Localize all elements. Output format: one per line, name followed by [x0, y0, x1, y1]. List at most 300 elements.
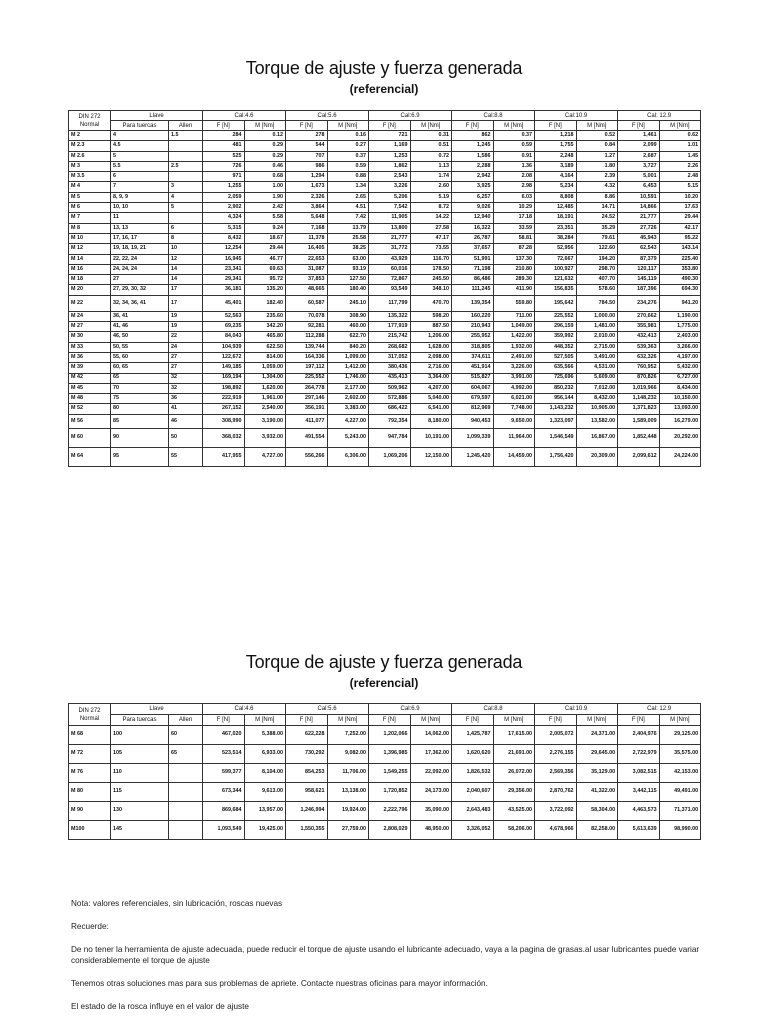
- torque-value: 3,932.00: [244, 428, 286, 447]
- torque-value: 135.20: [244, 285, 286, 295]
- torque-value: 3,266.00: [659, 342, 701, 352]
- force-value: 380,436: [369, 363, 411, 373]
- force-value: 862: [452, 131, 494, 141]
- force-value: 956,144: [535, 394, 577, 404]
- torque-header: M [Nm]: [244, 715, 286, 726]
- force-value: 120,117: [618, 264, 660, 274]
- wrench-size: 5: [111, 151, 169, 161]
- allen-size: 2.5: [169, 161, 203, 171]
- force-value: 481: [203, 141, 245, 151]
- torque-value: 8,104.00: [244, 764, 286, 783]
- wrench-size: 55, 60: [111, 352, 169, 362]
- table-row: [69, 203, 701, 213]
- thread-size: M 4: [69, 182, 111, 192]
- force-value: 1,148,232: [618, 394, 660, 404]
- force-value: 52,956: [535, 244, 577, 254]
- torque-value: 245.50: [410, 275, 452, 285]
- torque-value: 182.40: [244, 295, 286, 311]
- torque-value: 1.80: [576, 161, 618, 171]
- torque-value: 35,575.00: [659, 745, 701, 764]
- thread-size: M 18: [69, 275, 111, 285]
- allen-size: 1.5: [169, 131, 203, 141]
- class-header: Cal: 12.9: [618, 111, 701, 121]
- table-row: [69, 726, 701, 745]
- force-value: 139,744: [286, 342, 328, 352]
- torque-value: 1,099.00: [327, 352, 369, 362]
- force-header: F [N]: [203, 715, 245, 726]
- torque-header: M [Nm]: [576, 121, 618, 131]
- torque-value: 1,620.00: [244, 383, 286, 393]
- force-value: 284: [203, 131, 245, 141]
- force-value: 2,643,483: [452, 802, 494, 821]
- thread-size: M 2: [69, 131, 111, 141]
- force-value: 1,255: [203, 182, 245, 192]
- torque-value: 11,964.00: [493, 428, 535, 447]
- remember-label: Recuerde:: [71, 922, 109, 931]
- force-value: 515,827: [452, 373, 494, 383]
- force-value: 12,485: [535, 203, 577, 213]
- force-value: 45,943: [618, 233, 660, 243]
- force-value: 525: [203, 151, 245, 161]
- torque-value: 2,491.00: [493, 352, 535, 362]
- torque-value: 2,403.00: [659, 332, 701, 342]
- force-value: 2,687: [618, 151, 660, 161]
- force-value: 2,222,796: [369, 802, 411, 821]
- note-line: Nota: valores referenciales, sin lubricación, roscas nuevas: [71, 899, 283, 908]
- note-thread-state: El estado de la rosca influye en el valor de ajuste: [71, 1002, 249, 1011]
- class-header: Cal:4.6: [203, 111, 286, 121]
- torque-value: 19,924.00: [327, 802, 369, 821]
- torque-value: 3,190.00: [244, 414, 286, 428]
- force-value: 986: [286, 161, 328, 171]
- thread-size: M 22: [69, 295, 111, 311]
- allen-size: 14: [169, 275, 203, 285]
- thread-size: M 60: [69, 428, 111, 447]
- allen-size: 36: [169, 394, 203, 404]
- torque-value: 33.59: [493, 223, 535, 233]
- torque-value: 180.40: [327, 285, 369, 295]
- allen-size: 19: [169, 322, 203, 332]
- torque-value: 0.72: [410, 151, 452, 161]
- torque-value: 1,961.00: [244, 394, 286, 404]
- force-value: 5,648: [286, 213, 328, 223]
- force-value: 12,940: [452, 213, 494, 223]
- torque-value: 465.80: [244, 332, 286, 342]
- class-header: Cal:10.9: [535, 704, 618, 715]
- force-value: 3,226: [369, 182, 411, 192]
- torque-value: 14,062.00: [410, 726, 452, 745]
- torque-value: 2.60: [410, 182, 452, 192]
- force-value: 1,218: [535, 131, 577, 141]
- force-header: F [N]: [535, 121, 577, 131]
- torque-value: 1.36: [493, 161, 535, 171]
- torque-value: 95.72: [244, 275, 286, 285]
- llave-header: Llave: [111, 111, 203, 121]
- force-value: 3,864: [286, 203, 328, 213]
- thread-size: M 39: [69, 363, 111, 373]
- force-value: 6,257: [452, 192, 494, 202]
- allen-size: 32: [169, 373, 203, 383]
- force-value: 31,087: [286, 264, 328, 274]
- torque-value: 4,227.00: [327, 414, 369, 428]
- force-value: 29,341: [203, 275, 245, 285]
- table-row: [69, 332, 701, 342]
- wrench-size: 5.5: [111, 161, 169, 171]
- wrench-size: 17, 16, 17: [111, 233, 169, 243]
- force-value: 1,862: [369, 161, 411, 171]
- torque-value: 29.44: [244, 244, 286, 254]
- torque-value: 4,727.00: [244, 447, 286, 466]
- torque-value: 0.59: [493, 141, 535, 151]
- table-row: [69, 141, 701, 151]
- torque-value: 29,125.00: [659, 726, 701, 745]
- force-value: 210,943: [452, 322, 494, 332]
- torque-value: 17,362.00: [410, 745, 452, 764]
- force-value: 187,396: [618, 285, 660, 295]
- force-value: 112,288: [286, 332, 328, 342]
- torque-value: 58,206.00: [493, 821, 535, 840]
- force-value: 1,323,097: [535, 414, 577, 428]
- force-value: 139,354: [452, 295, 494, 311]
- force-value: 1,294: [286, 172, 328, 182]
- force-value: 721: [369, 131, 411, 141]
- torque-value: 3,364.00: [410, 373, 452, 383]
- force-header: F [N]: [452, 121, 494, 131]
- table-row: [69, 404, 701, 414]
- table-row: [69, 383, 701, 393]
- wrench-size: 50, 55: [111, 342, 169, 352]
- torque-value: 25.58: [327, 233, 369, 243]
- force-value: 8,808: [535, 192, 577, 202]
- allen-size: 27: [169, 363, 203, 373]
- force-value: 84,043: [203, 332, 245, 342]
- force-value: 2,326: [286, 192, 328, 202]
- torque-value: 10,905.00: [576, 404, 618, 414]
- torque-value: 21,691.00: [493, 745, 535, 764]
- thread-size: M 24: [69, 311, 111, 321]
- torque-value: 348.10: [410, 285, 452, 295]
- torque-value: 0.12: [244, 131, 286, 141]
- torque-value: 35.29: [576, 223, 618, 233]
- force-value: 92,281: [286, 322, 328, 332]
- force-value: 679,597: [452, 394, 494, 404]
- force-value: 411,077: [286, 414, 328, 428]
- force-value: 70,078: [286, 311, 328, 321]
- force-value: 22,653: [286, 254, 328, 264]
- force-value: 1,371,823: [618, 404, 660, 414]
- table-row: [69, 311, 701, 321]
- force-value: 4,463,573: [618, 802, 660, 821]
- torque-value: 0.62: [659, 131, 701, 141]
- torque-value: 6,933.00: [244, 745, 286, 764]
- torque-header: M [Nm]: [659, 121, 701, 131]
- torque-table-2: [68, 703, 701, 840]
- force-value: 1,169: [369, 141, 411, 151]
- table-row: [69, 192, 701, 202]
- force-value: 632,326: [618, 352, 660, 362]
- force-value: 2,404,976: [618, 726, 660, 745]
- torque-value: 122.60: [576, 244, 618, 254]
- force-value: 164,336: [286, 352, 328, 362]
- torque-value: 1.74: [410, 172, 452, 182]
- torque-value: 1.13: [410, 161, 452, 171]
- wrench-size: 41, 46: [111, 322, 169, 332]
- allen-size: 17: [169, 295, 203, 311]
- torque-value: 1,000.00: [576, 311, 618, 321]
- thread-size: M 30: [69, 332, 111, 342]
- force-value: 71,198: [452, 264, 494, 274]
- torque-header: M [Nm]: [659, 715, 701, 726]
- force-header: F [N]: [286, 121, 328, 131]
- torque-value: 1.27: [576, 151, 618, 161]
- torque-value: 26,072.00: [493, 764, 535, 783]
- torque-value: 1,746.00: [327, 373, 369, 383]
- force-value: 10,591: [618, 192, 660, 202]
- torque-value: 48,950.00: [410, 821, 452, 840]
- force-value: 16,322: [452, 223, 494, 233]
- llave-header: Llave: [111, 704, 203, 715]
- force-value: 958,621: [286, 783, 328, 802]
- force-value: 215,742: [369, 332, 411, 342]
- torque-value: 29,645.00: [576, 745, 618, 764]
- torque-value: 5,609.00: [576, 373, 618, 383]
- torque-value: 3,491.00: [576, 352, 618, 362]
- force-value: 3,082,515: [618, 764, 660, 783]
- force-value: 1,425,787: [452, 726, 494, 745]
- torque-value: 470.70: [410, 295, 452, 311]
- wrench-size: 36, 41: [111, 311, 169, 321]
- wrench-size: 32, 34, 36, 41: [111, 295, 169, 311]
- torque-value: 2,010.00: [576, 332, 618, 342]
- force-value: 198,892: [203, 383, 245, 393]
- torque-value: 0.37: [327, 151, 369, 161]
- force-value: 1,756,420: [535, 447, 577, 466]
- force-value: 2,005,072: [535, 726, 577, 745]
- torque-header: M [Nm]: [410, 121, 452, 131]
- force-value: 60,587: [286, 295, 328, 311]
- allen-size: 50: [169, 428, 203, 447]
- force-value: 23,341: [203, 264, 245, 274]
- force-value: 1,245,420: [452, 447, 494, 466]
- torque-value: 342.20: [244, 322, 286, 332]
- torque-value: 14,459.00: [493, 447, 535, 466]
- class-header: Cal:8.8: [452, 111, 535, 121]
- force-value: 37,853: [286, 275, 328, 285]
- force-value: 812,969: [452, 404, 494, 414]
- force-value: 850,232: [535, 383, 577, 393]
- force-header: F [N]: [203, 121, 245, 131]
- torque-value: 0.68: [244, 172, 286, 182]
- force-value: 1,620,620: [452, 745, 494, 764]
- force-value: 1,093,549: [203, 821, 245, 840]
- torque-value: 38.25: [327, 244, 369, 254]
- thread-size: M 27: [69, 322, 111, 332]
- wrench-size: 4: [111, 131, 169, 141]
- allen-size: [169, 764, 203, 783]
- force-value: 2,569,356: [535, 764, 577, 783]
- wrench-size: 100: [111, 726, 169, 745]
- force-value: 43,929: [369, 254, 411, 264]
- force-value: 100,927: [535, 264, 577, 274]
- torque-header: M [Nm]: [327, 715, 369, 726]
- force-value: 374,611: [452, 352, 494, 362]
- torque-header: M [Nm]: [493, 121, 535, 131]
- table-row: [69, 213, 701, 223]
- force-value: 296,159: [535, 322, 577, 332]
- wrench-size: 130: [111, 802, 169, 821]
- torque-value: 27.58: [410, 223, 452, 233]
- wrench-size: 4.5: [111, 141, 169, 151]
- wrench-size: 27: [111, 275, 169, 285]
- torque-value: 10,150.00: [659, 394, 701, 404]
- torque-header: M [Nm]: [410, 715, 452, 726]
- force-value: 135,322: [369, 311, 411, 321]
- force-value: 169,194: [203, 373, 245, 383]
- torque-value: 4,207.00: [410, 383, 452, 393]
- force-value: 1,461: [618, 131, 660, 141]
- force-value: 3,442,115: [618, 783, 660, 802]
- thread-size: M 5: [69, 192, 111, 202]
- force-value: 417,955: [203, 447, 245, 466]
- torque-value: 2,540.00: [244, 404, 286, 414]
- force-value: 1,202,066: [369, 726, 411, 745]
- torque-value: 235.60: [244, 311, 286, 321]
- notes-section: [71, 898, 711, 1012]
- force-value: 51,991: [452, 254, 494, 264]
- force-value: 195,642: [535, 295, 577, 311]
- torque-header: M [Nm]: [576, 715, 618, 726]
- torque-value: 490.30: [659, 275, 701, 285]
- wrench-size: 95: [111, 447, 169, 466]
- torque-value: 814.00: [244, 352, 286, 362]
- force-value: 111,245: [452, 285, 494, 295]
- class-header: Cal:6.9: [369, 704, 452, 715]
- torque-value: 2.98: [493, 182, 535, 192]
- force-value: 556,266: [286, 447, 328, 466]
- torque-value: 0.51: [410, 141, 452, 151]
- force-value: 12,254: [203, 244, 245, 254]
- force-value: 707: [286, 151, 328, 161]
- table-row: [69, 373, 701, 383]
- force-value: 3,925: [452, 182, 494, 192]
- torque-value: 5,040.00: [410, 394, 452, 404]
- thread-size: M 7: [69, 213, 111, 223]
- force-value: 2,942: [452, 172, 494, 182]
- thread-size: M 90: [69, 802, 111, 821]
- thread-size: M 8: [69, 223, 111, 233]
- torque-value: 1,481.00: [576, 322, 618, 332]
- allen-size: [169, 151, 203, 161]
- force-header: F [N]: [618, 715, 660, 726]
- torque-value: 0.31: [410, 131, 452, 141]
- allen-size: 14: [169, 264, 203, 274]
- torque-value: 8,432.00: [576, 394, 618, 404]
- torque-value: 622.70: [327, 332, 369, 342]
- torque-value: 245.10: [327, 295, 369, 311]
- force-value: 4,164: [535, 172, 577, 182]
- force-value: 5,001: [618, 172, 660, 182]
- torque-value: 298.70: [576, 264, 618, 274]
- force-value: 2,099: [618, 141, 660, 151]
- force-header: F [N]: [452, 715, 494, 726]
- torque-value: 24.52: [576, 213, 618, 223]
- force-value: 177,919: [369, 322, 411, 332]
- force-value: 3,722,092: [535, 802, 577, 821]
- torque-value: 29,356.00: [493, 783, 535, 802]
- force-value: 451,914: [452, 363, 494, 373]
- force-value: 234,276: [618, 295, 660, 311]
- table-row: [69, 821, 701, 840]
- force-value: 26,787: [452, 233, 494, 243]
- wrench-size: 75: [111, 394, 169, 404]
- force-value: 267,152: [203, 404, 245, 414]
- torque-value: 0.46: [244, 161, 286, 171]
- thread-size: M 45: [69, 383, 111, 393]
- force-value: 14,866: [618, 203, 660, 213]
- wrench-size: 105: [111, 745, 169, 764]
- torque-value: 1.90: [244, 192, 286, 202]
- allen-size: 3: [169, 182, 203, 192]
- force-value: 2,248: [535, 151, 577, 161]
- wrench-size: 80: [111, 404, 169, 414]
- force-header: F [N]: [369, 715, 411, 726]
- torque-value: 10.29: [493, 203, 535, 213]
- force-value: 368,032: [203, 428, 245, 447]
- torque-value: 1.01: [659, 141, 701, 151]
- force-value: 52,563: [203, 311, 245, 321]
- torque-value: 8,434.00: [659, 383, 701, 393]
- thread-size: M 6: [69, 203, 111, 213]
- torque-value: 6,727.00: [659, 373, 701, 383]
- force-value: 1,253: [369, 151, 411, 161]
- torque-value: 16,867.00: [576, 428, 618, 447]
- torque-value: 289.30: [493, 275, 535, 285]
- wrench-size: 7: [111, 182, 169, 192]
- force-value: 854,253: [286, 764, 328, 783]
- table1-title: Torque de ajuste y fuerza generada: [245, 58, 523, 78]
- force-value: 21,777: [369, 233, 411, 243]
- torque-value: 127.50: [327, 275, 369, 285]
- force-value: 730,292: [286, 745, 328, 764]
- thread-size: M 76: [69, 764, 111, 783]
- torque-value: 73.55: [410, 244, 452, 254]
- allen-size: 8: [169, 233, 203, 243]
- torque-value: 17.63: [659, 203, 701, 213]
- force-value: 604,067: [452, 383, 494, 393]
- force-value: 7,542: [369, 203, 411, 213]
- thread-size: M 14: [69, 254, 111, 264]
- torque-value: 784.50: [576, 295, 618, 311]
- torque-value: 47.17: [410, 233, 452, 243]
- force-value: 5,315: [203, 223, 245, 233]
- force-value: 673,344: [203, 783, 245, 802]
- wrench-size: 11: [111, 213, 169, 223]
- class-header: Cal:6.9: [369, 111, 452, 121]
- class-header: Cal:8.8: [452, 704, 535, 715]
- torque-value: 694.30: [659, 285, 701, 295]
- allen-size: 55: [169, 447, 203, 466]
- force-value: 2,870,762: [535, 783, 577, 802]
- force-value: 792,354: [369, 414, 411, 428]
- torque-value: 178.50: [410, 264, 452, 274]
- torque-value: 2,177.00: [327, 383, 369, 393]
- force-value: 2,902: [203, 203, 245, 213]
- thread-size: M 2.3: [69, 141, 111, 151]
- torque-value: 1,190.00: [659, 311, 701, 321]
- wrench-size: 110: [111, 764, 169, 783]
- table2-subtitle: (referencial): [349, 676, 419, 690]
- torque-value: 20,309.00: [576, 447, 618, 466]
